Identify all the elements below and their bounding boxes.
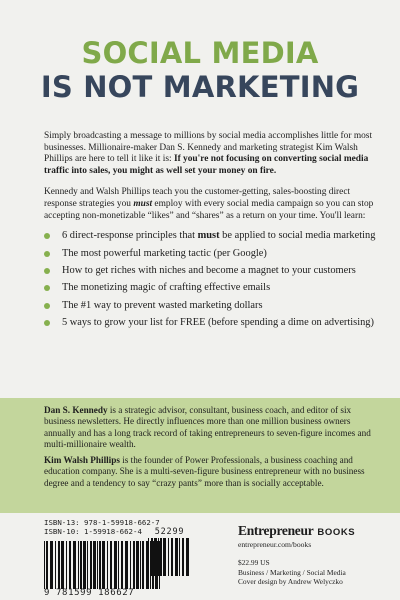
barcode-bar (99, 541, 101, 589)
barcode-bar (78, 541, 79, 589)
barcode-bar (130, 541, 131, 589)
barcode-bar (118, 541, 119, 589)
barcode-bar (142, 541, 144, 589)
isbn-13: ISBN-13: 978-1-59918-662-7 (44, 518, 160, 527)
barcode-digits: 9 781599 186627 (44, 588, 135, 598)
isbn-10: ISBN-10: 1-59918-662-4 (44, 527, 142, 536)
barcode-bar (83, 541, 86, 589)
barcode-bar (61, 541, 64, 589)
price: $22.99 US (238, 558, 270, 567)
learn-item-text: 6 direct-response principles that (62, 230, 198, 242)
addon-digits: 52299 (154, 527, 185, 537)
learn-item-text: The #1 way to prevent wasted marketing dollars (62, 299, 263, 311)
learn-item (44, 248, 378, 260)
barcode-bar (163, 538, 166, 576)
barcode-bar (90, 541, 92, 589)
learn-item (44, 230, 378, 242)
description (44, 131, 378, 335)
publisher-brand: Entrepreneur (238, 523, 314, 538)
barcode-bar (97, 541, 98, 589)
barcode-bar (175, 538, 178, 576)
barcode-bar (140, 541, 141, 589)
bullet-icon (44, 303, 50, 309)
cover-design-credit: Cover design by Andrew Welyczko (238, 577, 343, 587)
bullet-icon (44, 233, 50, 239)
bullet-icon (44, 320, 50, 326)
learn-item (44, 265, 378, 277)
teach-after: employ with every social media campaign so you can stop accepting non-monetizable “likes” and “shares” as a return on your time. You'll learn: (44, 198, 374, 221)
teach-emphasis: must (133, 198, 153, 209)
learn-item (44, 300, 378, 312)
barcode-bar (151, 538, 153, 576)
publisher-logo (238, 523, 388, 539)
barcode-bar (55, 541, 56, 589)
barcode-bar (158, 538, 159, 576)
barcode-bar (133, 541, 135, 589)
barcode-bar (136, 541, 139, 589)
intro-text: Simply broadcasting a message to millions by social media accomplishes little for most businesses. Millionaire-maker Dan S. Kennedy and marketing strategist Kim Walsh Phillips are here to tell it like it is: (44, 131, 373, 165)
phillips-name: Kim Walsh Phillips (44, 455, 120, 466)
barcode-bar (186, 538, 189, 576)
learn-item (44, 317, 378, 329)
bullet-icon (44, 285, 50, 291)
category: Business / Marketing / Social Media (238, 567, 346, 577)
barcode-bar (125, 541, 128, 589)
learn-item-text: The most powerful marketing tactic (per Google) (62, 247, 267, 259)
kennedy-bio (44, 405, 378, 450)
barcode-bar (102, 541, 105, 589)
barcode-bar (160, 538, 162, 576)
barcode-bar (93, 541, 96, 589)
learn-item-text: 5 ways to grow your list for FREE (before spending a dime on advertising) (62, 317, 374, 329)
publisher-books: BOOKS (317, 527, 356, 538)
learn-item-bold: must (197, 230, 220, 242)
barcode-bar (179, 538, 180, 576)
barcode-bar (58, 541, 60, 589)
teach-paragraph (44, 187, 378, 222)
barcode-bar (148, 538, 149, 576)
barcode-bar (154, 538, 157, 576)
learn-item-text: The monetizing magic of crafting effective emails (62, 282, 271, 294)
barcode-bar (168, 538, 169, 576)
bullet-icon (44, 268, 50, 274)
learn-item (44, 282, 378, 294)
kennedy-name: Dan S. Kennedy (44, 405, 108, 415)
author-bio-panel (0, 398, 400, 513)
intro-paragraph (44, 131, 378, 177)
barcode-bar (66, 541, 67, 589)
teach-before: Kennedy and Walsh Phillips teach you the customer-getting, sales-boosting direct response strategies you (44, 187, 351, 209)
barcode-bar (110, 541, 112, 589)
bullet-icon (44, 251, 50, 257)
barcode-bar (69, 541, 71, 589)
publisher-block (238, 523, 388, 587)
learn-item-text: be applied to social media marketing (219, 230, 376, 242)
barcode-bar (50, 541, 53, 589)
barcode-bar (73, 541, 76, 589)
learn-item-text: How to get riches with niches and become a magnet to your customers (62, 264, 356, 276)
barcode-bar (182, 538, 184, 576)
publisher-url: entrepreneur.com/books (238, 540, 312, 549)
kennedy-bio-text: is a strategic advisor, consultant, business coach, and editor of six business newsletters. He directly influences more than one million business owners annually and has a long track record of taking entrepreneurs to seven-figure incomes and multi-millionaire wealth. (44, 405, 371, 449)
phillips-bio (44, 455, 378, 489)
addon-bars (148, 538, 191, 576)
barcode-bar (44, 541, 45, 589)
barcode-bar (114, 541, 117, 589)
intro-bold: If you're not focusing on converting social media traffic into sales, you might as well set your money on fire. (44, 154, 369, 176)
title-line-2: IS NOT MARKETING (40, 70, 360, 104)
phillips-bio-text: is the founder of Power Professionals, a business coaching and education company. She is a multi-seven-figure business entrepreneur with no business degree and a tendency to say “crazy pants” more than is socially acceptable. (44, 455, 365, 488)
barcode-bar (171, 538, 173, 576)
isbn-block (44, 518, 160, 536)
barcode-bar (87, 541, 88, 589)
barcode (44, 537, 162, 598)
barcode-bars (44, 537, 162, 589)
barcode-bar (121, 541, 123, 589)
barcode-bar (46, 541, 48, 589)
barcode-bar (107, 541, 108, 589)
price-addon-barcode (148, 527, 191, 576)
learn-list (44, 230, 378, 329)
title-line-1: SOCIAL MEDIA (81, 36, 319, 70)
title-block (0, 36, 400, 104)
barcode-bar (80, 541, 82, 589)
pricing-info (238, 558, 388, 587)
